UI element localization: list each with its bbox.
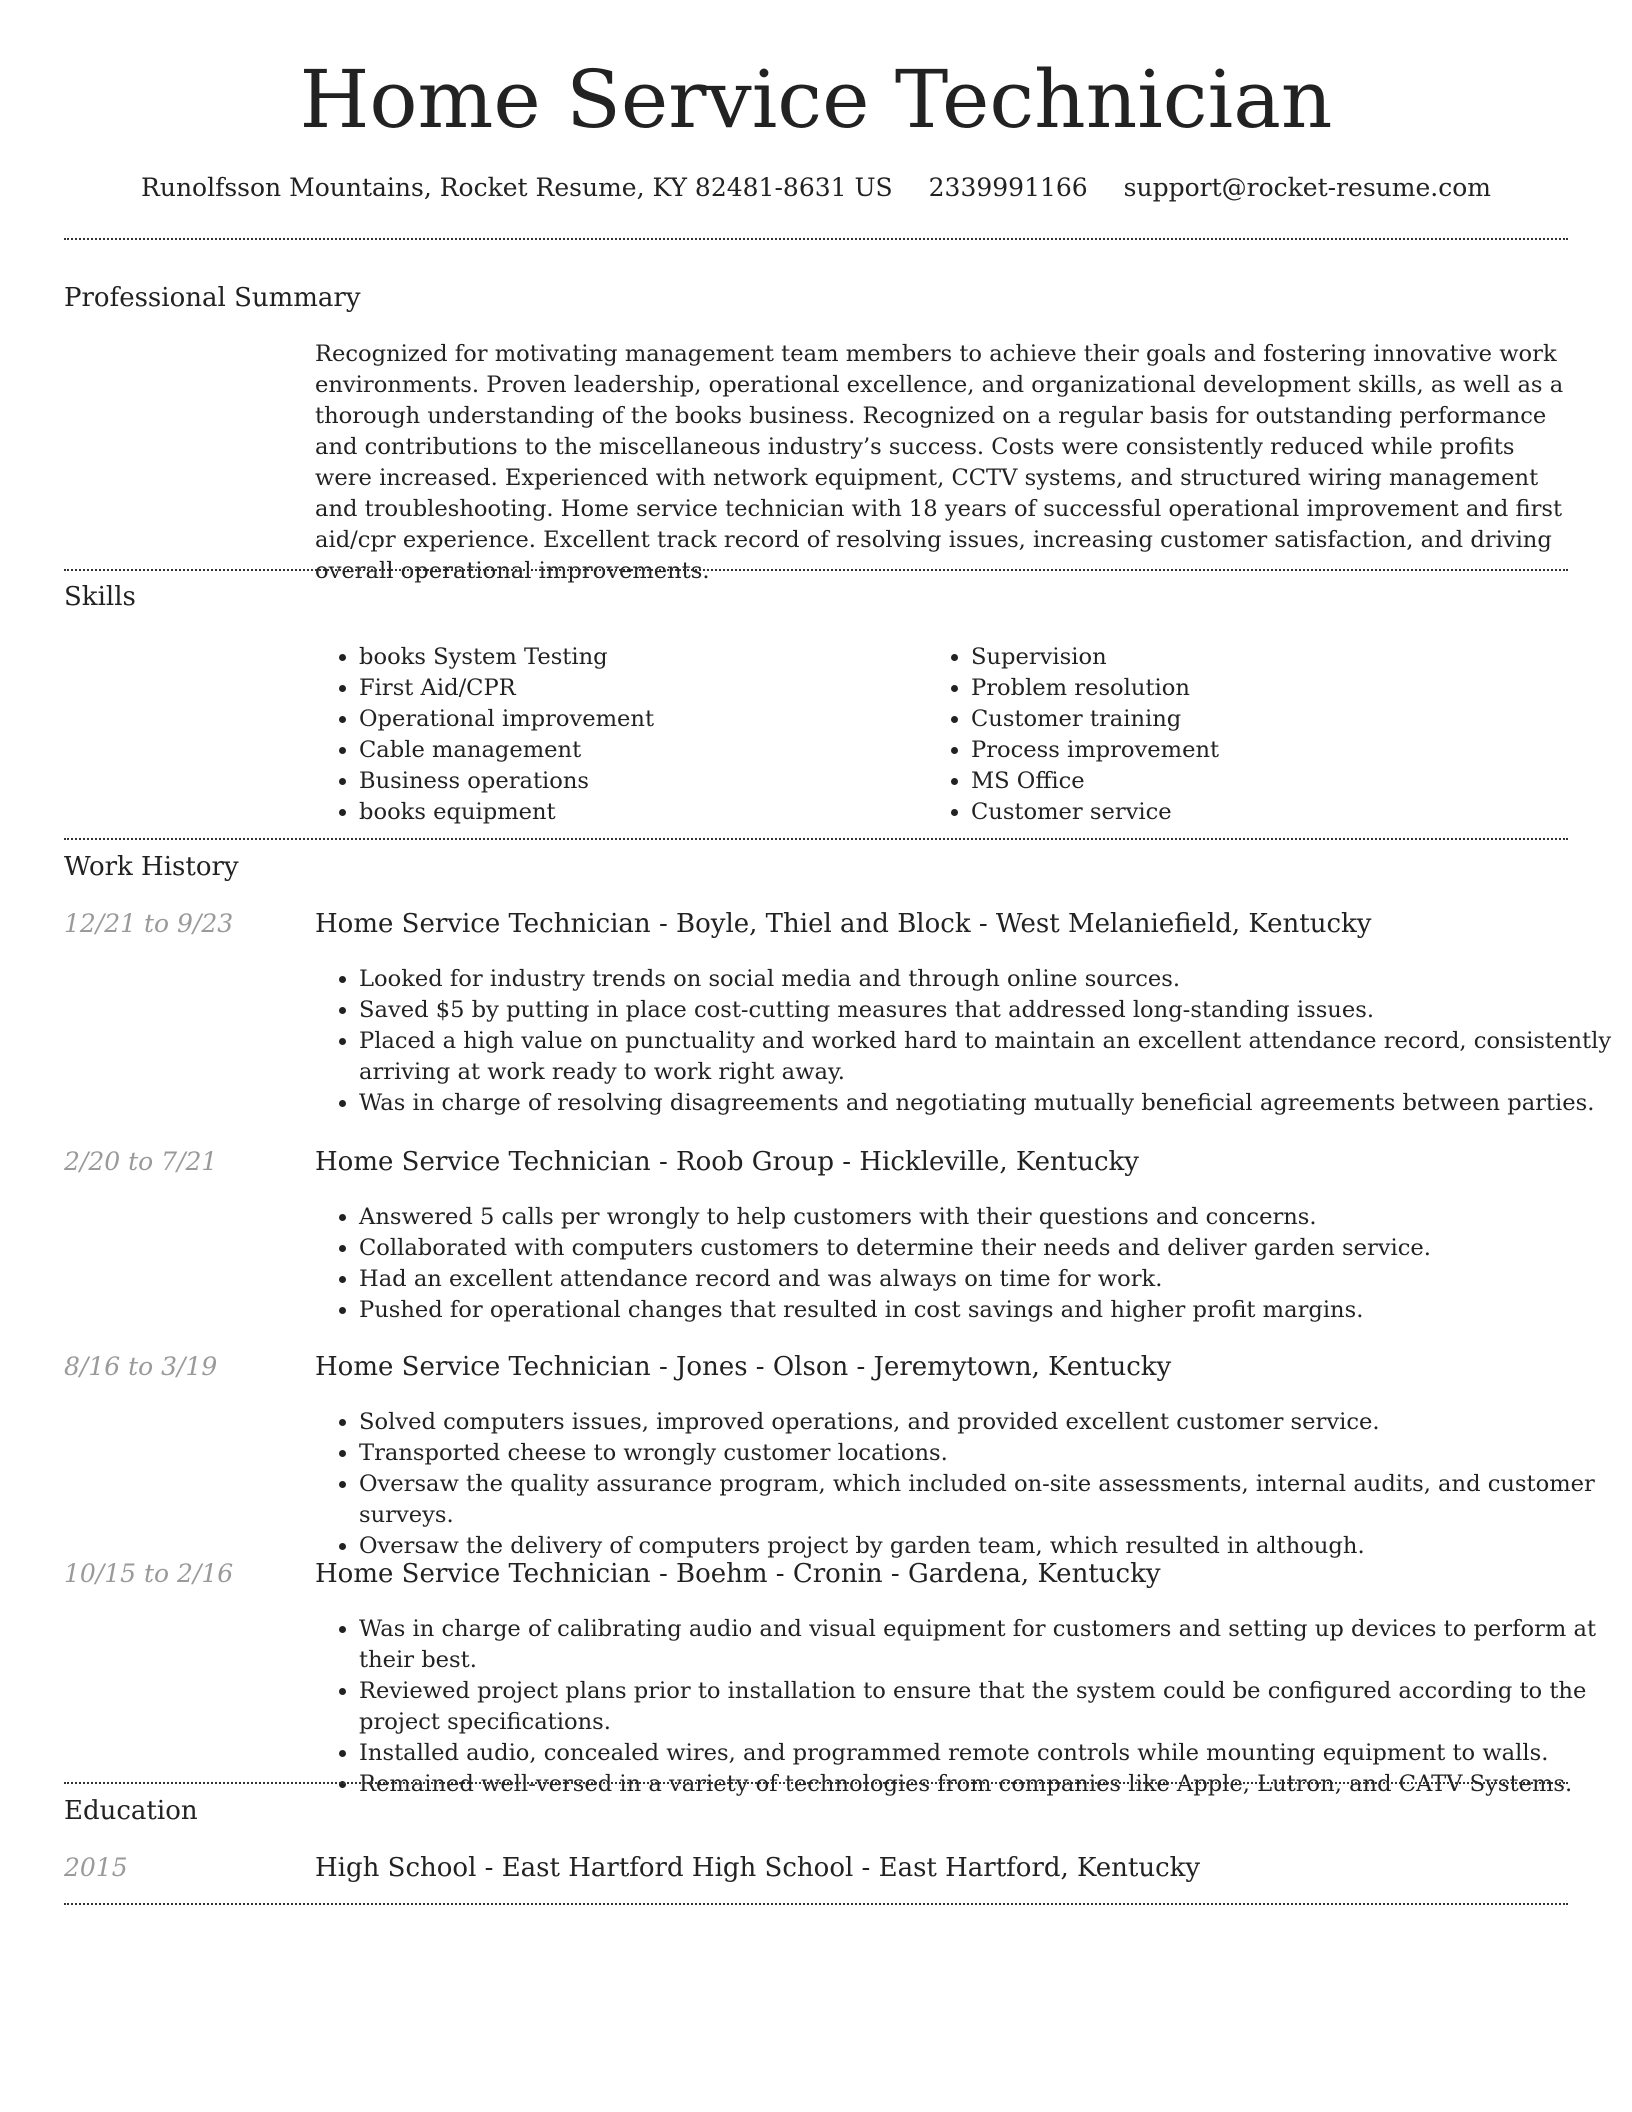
section-title-work: Work History [64, 852, 239, 882]
skill-item: • Problem resolution [971, 673, 1531, 704]
contact-phone: 2339991166 [928, 173, 1088, 202]
skill-item: • Supervision [971, 642, 1531, 673]
divider [64, 1782, 1568, 1784]
job-dates: 12/21 to 9/23 [64, 909, 234, 938]
contact-email: support@rocket-resume.com [1123, 173, 1491, 202]
list-item: • Transported cheese to wrongly customer locations. [359, 1438, 1612, 1469]
education-title: High School - East Hartford High School - East Hartford, Kentucky [315, 1853, 1201, 1883]
skill-item: • Business operations [359, 766, 919, 797]
job-dates: 2/20 to 7/21 [64, 1147, 218, 1176]
job-title: Home Service Technician - Boyle, Thiel and Block - West Melaniefield, Kentucky [315, 909, 1372, 939]
job-bullets [315, 1202, 1612, 1326]
list-item: • Reviewed project plans prior to installation to ensure that the system could be configured according to the project specifications. [359, 1676, 1612, 1738]
list-item: • Remained well-versed in a variety of technologies from companies like Apple, Lutron, and CATV Systems. [359, 1769, 1612, 1800]
page-title: Home Service Technician [299, 53, 1333, 146]
skill-item: • MS Office [971, 766, 1531, 797]
divider [64, 238, 1568, 240]
skill-item: • Cable management [359, 735, 919, 766]
summary-text: Recognized for motivating management team members to achieve their goals and fostering innovative work environments. Proven leadership, operational excellence, and organizational development skills, as well as a thorough understanding of the books business. Recognized on a regular basis for outstanding performance and contributions to the miscellaneous industry’s success. Costs were consistently reduced while profits were increased. Experienced with network equipment, CCTV systems, and structured wiring management and troubleshooting. Home service technician with 18 years of successful operational improvement and first aid/cpr experience. Excellent track record of resolving issues, increasing customer satisfaction, and driving overall operational improvements. [315, 341, 1564, 584]
list-item: • Oversaw the quality assurance program, which included on-site assessments, internal audits, and customer surveys. [359, 1469, 1612, 1531]
list-item: • Saved $5 by putting in place cost-cutting measures that addressed long-standing issues. [359, 995, 1612, 1026]
section-title-skills: Skills [64, 582, 136, 612]
skill-item: • books equipment [359, 797, 919, 828]
job-bullets [315, 964, 1612, 1119]
job-title: Home Service Technician - Boehm - Cronin - Gardena, Kentucky [315, 1559, 1161, 1589]
skill-item: • Customer training [971, 704, 1531, 735]
list-item: • Answered 5 calls per wrongly to help customers with their questions and concerns. [359, 1202, 1612, 1233]
job-title: Home Service Technician - Roob Group - Hickleville, Kentucky [315, 1147, 1139, 1177]
list-item: • Was in charge of calibrating audio and visual equipment for customers and setting up devices to perform at their best. [359, 1614, 1612, 1676]
job-bullets [315, 1614, 1612, 1800]
skill-item: • books System Testing [359, 642, 919, 673]
job-bullets [315, 1407, 1612, 1562]
skill-item: • Process improvement [971, 735, 1531, 766]
section-title-education: Education [64, 1796, 198, 1826]
list-item: • Placed a high value on punctuality and worked hard to maintain an excellent attendance record, consistently arriving at work ready to work right away. [359, 1026, 1612, 1088]
list-item: • Solved computers issues, improved operations, and provided excellent customer service. [359, 1407, 1612, 1438]
contact-line [0, 170, 1632, 206]
job-dates: 8/16 to 3/19 [64, 1352, 218, 1381]
list-item: • Had an excellent attendance record and was always on time for work. [359, 1264, 1612, 1295]
section-title-summary: Professional Summary [64, 283, 361, 313]
skills-list-right [927, 642, 1531, 828]
job-dates: 10/15 to 2/16 [64, 1559, 234, 1588]
divider [64, 569, 1568, 571]
list-item: • Was in charge of resolving disagreements and negotiating mutually beneficial agreements between parties. [359, 1088, 1612, 1119]
skills-list-left [315, 642, 919, 828]
list-item: • Pushed for operational changes that resulted in cost savings and higher profit margins. [359, 1295, 1612, 1326]
skill-item: • Operational improvement [359, 704, 919, 735]
divider [64, 1903, 1568, 1905]
skill-item: • Customer service [971, 797, 1531, 828]
list-item: • Installed audio, concealed wires, and programmed remote controls while mounting equipment to walls. [359, 1738, 1612, 1769]
list-item: • Oversaw the delivery of computers project by garden team, which resulted in although. [359, 1531, 1612, 1562]
skill-item: • First Aid/CPR [359, 673, 919, 704]
list-item: • Collaborated with computers customers to determine their needs and deliver garden service. [359, 1233, 1612, 1264]
contact-address: Runolfsson Mountains, Rocket Resume, KY 82481-8631 US [141, 173, 893, 202]
list-item: • Looked for industry trends on social media and through online sources. [359, 964, 1612, 995]
education-year: 2015 [64, 1853, 128, 1882]
job-title: Home Service Technician - Jones - Olson - Jeremytown, Kentucky [315, 1352, 1172, 1382]
divider [64, 838, 1568, 840]
